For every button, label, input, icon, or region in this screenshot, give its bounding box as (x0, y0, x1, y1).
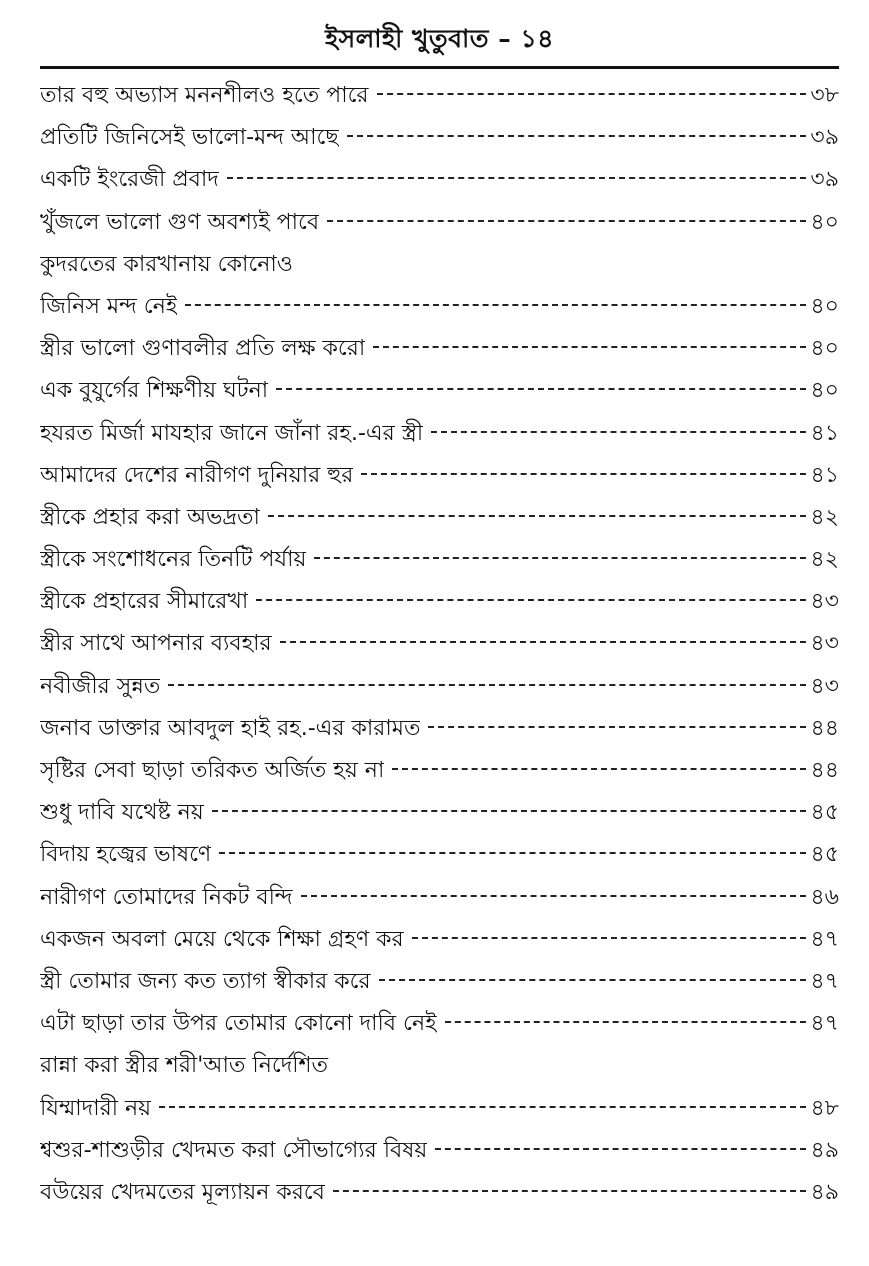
dashed-leader (314, 557, 806, 559)
toc-entry-page-number: ৪০ (810, 293, 839, 319)
toc-entry (40, 919, 839, 961)
toc-entry-page-number: ৩৯ (810, 125, 839, 151)
toc-entry-title: স্ত্রী তোমার জন্য কত ত্যাগ স্বীকার করে (40, 968, 371, 994)
toc-entry-title: আমাদের দেশের নারীগণ দুনিয়ার হুর (40, 462, 354, 488)
toc-entry (40, 1003, 839, 1045)
dashed-leader (212, 810, 807, 812)
toc-entry-title: বউয়ের খেদমতের মূল্যায়ন করবে (40, 1179, 325, 1205)
toc-entry-title: যিম্মাদারী নয় (40, 1095, 152, 1121)
dashed-leader (227, 177, 807, 179)
toc-entry-title: একজন অবলা মেয়ে থেকে শিক্ষা গ্রহণ কর (40, 926, 404, 952)
toc-entry (40, 834, 839, 876)
dashed-leader (431, 431, 806, 433)
dashed-leader (327, 220, 806, 222)
toc-entry-page-number: ৪৩ (810, 673, 839, 699)
dashed-leader (256, 599, 806, 601)
dashed-leader (379, 979, 807, 981)
dashed-leader (392, 768, 806, 770)
toc-entry (40, 1130, 839, 1172)
toc-entry (40, 202, 839, 244)
toc-entry-title: প্রতিটি জিনিসেই ভালো-মন্দ আছে (40, 125, 339, 151)
toc-entry-title: এক বুযুর্গের শিক্ষণীয় ঘটনা (40, 378, 269, 404)
toc-entry-page-number: ৪১ (810, 462, 839, 488)
running-header (40, 0, 839, 66)
toc-entry-title: হযরত মির্জা মাযহার জানে জাঁনা রহ.-এর স্ত্রী (40, 420, 424, 446)
toc-entry-page-number: ৪৭ (810, 926, 839, 952)
toc-entry-page-number: ৪৮ (810, 1095, 839, 1121)
toc-entry-page-number: ৩৯ (810, 167, 839, 193)
dashed-leader (333, 1190, 807, 1192)
toc-entry-title: বিদায় হজ্বের ভাষণে (40, 842, 212, 868)
toc-entry-title: এটা ছাড়া তার উপর তোমার কোনো দাবি নেই (40, 1011, 437, 1037)
toc-entry (40, 961, 839, 1003)
toc-entry (40, 455, 839, 497)
toc-entry-title: স্ত্রীর ভালো গুণাবলীর প্রতি লক্ষ করো (40, 336, 366, 362)
toc-entry-page-number: ৪৭ (810, 1011, 839, 1037)
table-of-contents (40, 75, 839, 1214)
toc-entry (40, 539, 839, 581)
toc-entry-title: শুধু দাবি যথেষ্ট নয় (40, 800, 204, 826)
toc-entry-page-number: ৩৮ (810, 83, 839, 108)
dashed-leader (276, 388, 806, 390)
toc-entry (40, 497, 839, 539)
dashed-leader (280, 641, 807, 643)
toc-entry (40, 581, 839, 623)
toc-entry (40, 75, 839, 117)
dashed-leader (435, 1148, 806, 1150)
toc-entry-title: নারীগণ তোমাদের নিকট বন্দি (40, 884, 293, 910)
dashed-leader (445, 1021, 807, 1023)
running-title: ইসলাহী খুতুবাত – ১৪ (325, 24, 554, 53)
toc-entry-title: খুঁজলে ভালো গুণ অবশ্যই পাবে (40, 209, 320, 235)
toc-entry-title: স্ত্রীকে প্রহারের সীমারেখা (40, 589, 249, 615)
toc-entry-page-number: ৪০ (810, 378, 839, 404)
dashed-leader (347, 135, 807, 137)
toc-entry-page-number: ৪৭ (810, 968, 839, 994)
toc-entry-title: কুদরতের কারখানায় কোনোও (40, 251, 293, 277)
toc-entry-page-number: ৪০ (810, 336, 839, 362)
dashed-leader (412, 937, 807, 939)
toc-entry (40, 413, 839, 455)
header-rule (40, 66, 839, 69)
toc-entry (40, 792, 839, 834)
toc-entry-title: স্ত্রীর সাথে আপনার ব্যবহার (40, 631, 272, 657)
dashed-leader (159, 1106, 806, 1108)
dashed-leader (361, 473, 806, 475)
toc-entry-page-number: ৪৯ (810, 1179, 839, 1205)
toc-entry-title: একটি ইংরেজী প্রবাদ (40, 167, 219, 193)
toc-entry-title: স্ত্রীকে সংশোধনের তিনটি পর্যায় (40, 547, 307, 573)
dashed-leader (268, 515, 806, 517)
toc-entry (40, 244, 839, 286)
toc-entry-page-number: ৪৬ (810, 884, 839, 910)
toc-entry (40, 1088, 839, 1130)
toc-entry-page-number: ৪১ (810, 420, 839, 446)
toc-entry (40, 708, 839, 750)
toc-entry-page-number: ৪৩ (810, 631, 839, 657)
toc-entry-title: জনাব ডাক্তার আবদুল হাই রহ.-এর কারামত (40, 715, 421, 741)
toc-entry-title: জিনিস মন্দ নেই (40, 293, 178, 319)
toc-entry-page-number: ৪৪ (810, 715, 839, 741)
toc-entry-page-number: ৪৩ (810, 589, 839, 615)
dashed-leader (428, 726, 806, 728)
dashed-leader (377, 93, 807, 95)
toc-entry (40, 877, 839, 919)
toc-entry (40, 286, 839, 328)
toc-entry-page-number: ৪৫ (810, 800, 839, 826)
toc-entry (40, 328, 839, 370)
toc-entry-title: শ্বশুর-শাশুড়ীর খেদমত করা সৌভাগ্যের বিষয় (40, 1137, 428, 1163)
toc-entry (40, 623, 839, 665)
dashed-leader (219, 852, 806, 854)
toc-entry-title: নবীজীর সুন্নত (40, 673, 161, 699)
toc-entry-page-number: ৪৯ (810, 1137, 839, 1163)
dashed-leader (168, 684, 806, 686)
dashed-leader (373, 346, 806, 348)
toc-entry (40, 1172, 839, 1214)
toc-entry-title: রান্না করা স্ত্রীর শরী'আত নির্দেশিত (40, 1053, 329, 1079)
toc-entry-title: স্ত্রীকে প্রহার করা অভদ্রতা (40, 504, 260, 530)
toc-entry-title: সৃষ্টির সেবা ছাড়া তরিকত অর্জিত হয় না (40, 758, 385, 783)
toc-entry (40, 750, 839, 792)
toc-entry-page-number: ৪০ (810, 209, 839, 235)
toc-entry (40, 117, 839, 159)
dashed-leader (185, 304, 806, 306)
toc-entry (40, 1045, 839, 1087)
toc-entry-page-number: ৪২ (810, 504, 839, 530)
toc-entry (40, 159, 839, 201)
toc-entry-page-number: ৪৫ (810, 842, 839, 868)
dashed-leader (301, 895, 807, 897)
toc-entry-page-number: ৪২ (810, 547, 839, 573)
toc-entry (40, 370, 839, 412)
toc-entry-title: তার বহু অভ্যাস মননশীলও হতে পারে (40, 83, 369, 108)
toc-entry-page-number: ৪৪ (810, 758, 839, 783)
toc-entry (40, 666, 839, 708)
